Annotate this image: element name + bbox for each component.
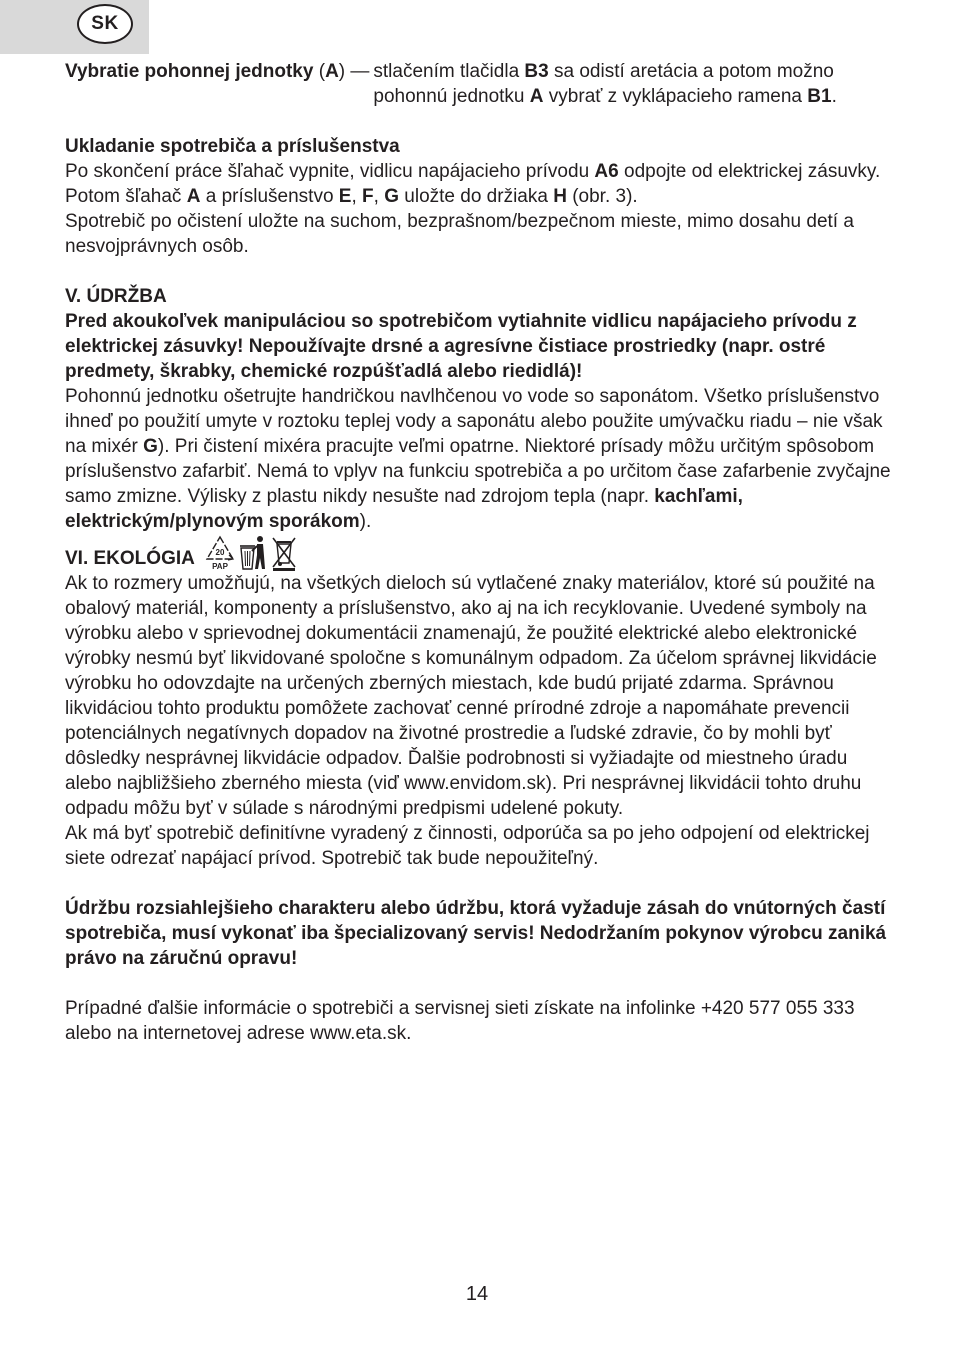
recycle-paper-icon	[205, 535, 235, 571]
ecology-heading: VI. EKOLÓGIA	[65, 548, 195, 569]
remove-description: stlačením tlačidla B3 sa odistí aretácia a potom možno pohonnú jednotku A vybrať z vyklápacieho ramena B1.	[373, 61, 837, 107]
crossed-wheelie-bin-icon	[271, 535, 297, 571]
litter-bin-person-icon	[238, 535, 268, 571]
manual-content	[65, 59, 895, 1046]
language-badge: SK	[77, 4, 133, 44]
page-number: 14	[465, 1283, 489, 1305]
ecology-heading-row	[65, 534, 895, 571]
remove-drive-unit	[65, 59, 895, 109]
recycle-label: PAP	[211, 562, 228, 571]
maintenance-heading: V. ÚDRŽBA	[65, 286, 167, 307]
recycle-code: 20	[215, 548, 225, 557]
ecology-symbols	[205, 535, 297, 571]
ecology-paragraph-2: Ak má byť spotrebič definitívne vyradený z činnosti, odporúča sa po jeho odpojení od elektrickej siete odrezať napájací prívod. Spotrebič tak bude nepoužiteľný.	[65, 823, 870, 869]
maintenance-paragraph: Pohonnú jednotku ošetrujte handričkou navlhčenou vo vode so saponátom. Všetko príslušenstvo ihneď po použití umyte v roztoku teplej vody a saponátu alebo použite umývačku riadu – nie však na mixér G). Pri čistení mixéra pracujte veľmi opatrne. Niektoré prísady môžu určitým spôsobom príslušenstvo zafarbiť. Nemá to vplyv na funkciu spotrebiča a po určitom čase zafarbenie zvyčajne samo zmizne. Výlisky z plastu nikdy nesušte nad zdrojom tepla (napr. kachľami, elektrickým/plynovým sporákom).	[65, 386, 891, 532]
remove-label: Vybratie pohonnej jednotky (A) —	[65, 61, 370, 82]
service-warning: Údržbu rozsiahlejšieho charakteru alebo údržbu, ktorá vyžaduje zásah do vnútorných častí spotrebiča, musí vykonať iba špecializovaný servis! Nedodržaním pokynov výrobcu zaniká právo na záručnú opravu!	[65, 898, 887, 969]
storage-paragraph: Po skončení práce šľahač vypnite, vidlicu napájacieho prívodu A6 odpojte od elektrickej zásuvky. Potom šľahač A a príslušenstvo E, F, G uložte do držiaka H (obr. 3).	[65, 161, 881, 207]
maintenance-warning: Pred akoukoľvek manipuláciou so spotrebičom vytiahnite vidlicu napájacieho prívodu z elektrickej zásuvky! Nepoužívajte drsné a agresívne čistiace prostriedky (napr. ostré predmety, škrabky, chemické rozpúšťadlá alebo riedidlá)!	[65, 311, 857, 382]
language-tab	[0, 0, 149, 54]
contact-paragraph: Prípadné ďalšie informácie o spotrebiči a servisnej sieti získate na infolinke +420 577 055 333 alebo na internetovej adrese www.eta.sk.	[65, 998, 855, 1044]
ecology-paragraph: Ak to rozmery umožňujú, na všetkých dieloch sú vytlačené znaky materiálov, ktoré sú použité na obalový materiál, komponenty a príslušenstvo, ako aj na ich recyklovanie. Uvedené symboly na výrobku alebo v sprievodnej dokumentácii znamenajú, že použité elektrické alebo elektronické výrobky nesmú byť likvidované spoločne s komunálnym odpadom. Za účelom správnej likvidácie výrobku ho odovzdajte na určených zberných miestach, kde budú prijaté zdarma. Správnou likvidáciou tohto produktu pomôžete zachovať cenné prírodné zdroje a napomáhate prevencii potenciálnych negatívnych dopadov na životné prostredie a ľudské zdravie, čo by mohli byť dôsledky nesprávnej likvidácie odpadov. Ďalšie podrobnosti si vyžiadajte od miestneho úradu alebo najbližšieho zberného miesta (viď www.envidom.sk). Pri nesprávnej likvidácii tohto druhu odpadu môžu byť v súlade s národnými predpismi udelené pokuty.	[65, 573, 877, 819]
storage-paragraph-2: Spotrebič po očistení uložte na suchom, bezprašnom/bezpečnom mieste, mimo dosahu detí a nesvojprávnych osôb.	[65, 211, 854, 257]
storage-heading: Ukladanie spotrebiča a príslušenstva	[65, 136, 400, 157]
